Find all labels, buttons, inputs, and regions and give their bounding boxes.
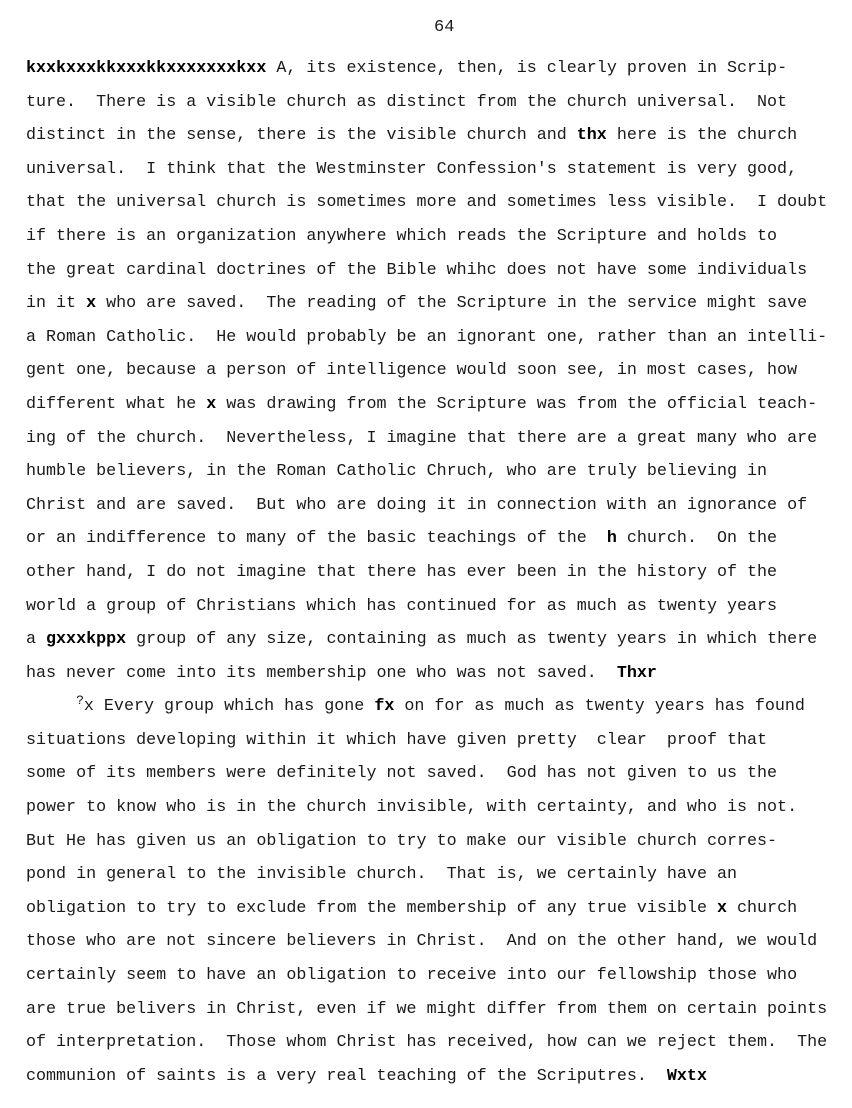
text-line (26, 492, 836, 526)
text-segment: if there is an organization anywhere which reads the Scripture and holds to (26, 226, 778, 246)
page-number: 64 (434, 18, 455, 37)
text-segment: certainly seem to have an obligation to receive into our fellowship those who (26, 966, 798, 986)
struck-text: Wxtx (666, 1066, 707, 1086)
text-line (26, 391, 836, 425)
struck-text: fx (374, 697, 395, 717)
text-line (26, 593, 836, 627)
text-segment: group of any size, containing as much as twenty years in which there (126, 630, 818, 650)
text-segment: who are saved. The reading of the Scripture in the service might save (96, 294, 808, 314)
text-segment: has never come into its membership one who was not saved. (26, 663, 617, 683)
text-line (26, 760, 836, 794)
text-line (26, 324, 836, 358)
text-line (26, 425, 836, 459)
text-line (26, 89, 836, 123)
text-segment: a (26, 630, 47, 650)
text-segment: the great cardinal doctrines of the Bible whihc does not have some individuals (26, 260, 808, 280)
text-line (26, 357, 836, 391)
struck-text: thx (576, 126, 607, 146)
text-segment: gent one, because a person of intelligence would soon see, in most cases, how (26, 361, 798, 381)
text-segment: those who are not sincere believers in Christ. And on the other hand, we would (26, 932, 818, 952)
text-line (26, 257, 836, 291)
struck-text: kxxkxxxkkxxxkkxxxxxxxkxx (26, 59, 267, 78)
struck-text: Thxr (616, 663, 657, 683)
text-segment: obligation to try to exclude from the membership of any true visible (26, 898, 717, 918)
text-segment: distinct in the sense, there is the visible church and (26, 126, 577, 146)
text-line (26, 895, 836, 929)
text-segment: communion of saints is a very real teaching of the Scriputres. (26, 1066, 667, 1086)
text-line (26, 559, 836, 593)
text-line (26, 794, 836, 828)
text-line (26, 1029, 836, 1063)
text-segment: ? (76, 693, 84, 709)
text-line (26, 996, 836, 1030)
struck-text: x (716, 898, 727, 918)
text-segment: in it (26, 294, 87, 314)
text-line (26, 223, 836, 257)
text-line (26, 122, 836, 156)
text-segment: a Roman Catholic. He would probably be an ignorant one, rather than an intelli- (26, 327, 828, 347)
text-segment: different what he (26, 394, 207, 414)
text-line (26, 727, 836, 761)
text-segment: church (727, 898, 798, 918)
text-segment: or an indifference to many of the basic teachings of the (26, 529, 607, 549)
text-segment: on for as much as twenty years has found (394, 697, 805, 717)
text-segment (26, 697, 76, 716)
text-line (26, 290, 836, 324)
text-segment: A, its existence, then, is clearly proven in Scrip- (266, 59, 788, 78)
struck-text: h (606, 529, 617, 549)
text-line (26, 525, 836, 559)
text-segment: x Every group which has gone (83, 697, 375, 717)
struck-text: gxxxkppx (46, 630, 127, 650)
text-segment: ing of the church. Nevertheless, I imagine that there are a great many who are (26, 428, 818, 448)
text-segment: power to know who is in the church invisible, with certainty, and who is not. (26, 798, 798, 818)
text-line (26, 962, 836, 996)
text-line (26, 189, 836, 223)
text-segment: pond in general to the invisible church. That is, we certainly have an (26, 865, 738, 885)
text-line (26, 693, 836, 727)
text-segment: church. On the (616, 529, 778, 549)
struck-text: x (206, 394, 217, 414)
text-line (26, 55, 836, 89)
text-segment: Christ and are saved. But who are doing it in connection with an ignorance of (26, 495, 808, 515)
text-line (26, 156, 836, 190)
text-segment: situations developing within it which have given pretty clear proof that (26, 730, 768, 750)
text-line (26, 861, 836, 895)
text-line (26, 828, 836, 862)
text-segment: that the universal church is sometimes more and sometimes less visible. I doubt (26, 193, 828, 213)
text-segment: world a group of Christians which has continued for as much as twenty years (26, 596, 778, 616)
text-segment: here is the church (606, 126, 798, 146)
text-line (26, 1063, 836, 1097)
text-segment: universal. I think that the Westminster Confession's statement is very good, (26, 159, 798, 179)
text-segment: But He has given us an obligation to try to make our visible church corres- (26, 831, 778, 851)
text-segment: of interpretation. Those whom Christ has received, how can we reject them. The (26, 1033, 828, 1053)
text-line (26, 458, 836, 492)
text-segment: humble believers, in the Roman Catholic Chruch, who are truly believing in (26, 462, 768, 482)
text-line (26, 660, 836, 694)
text-segment: some of its members were definitely not saved. God has not given to us the (26, 764, 778, 784)
text-segment: are true belivers in Christ, even if we might differ from them on certain points (26, 999, 828, 1019)
text-line (26, 626, 836, 660)
document-body (26, 55, 836, 1096)
text-segment: was drawing from the Scripture was from the official teach- (216, 394, 818, 414)
text-segment: ture. There is a visible church as distinct from the church universal. Not (26, 92, 788, 112)
struck-text: x (86, 294, 97, 314)
text-segment: other hand, I do not imagine that there has ever been in the history of the (26, 562, 778, 582)
text-line (26, 928, 836, 962)
